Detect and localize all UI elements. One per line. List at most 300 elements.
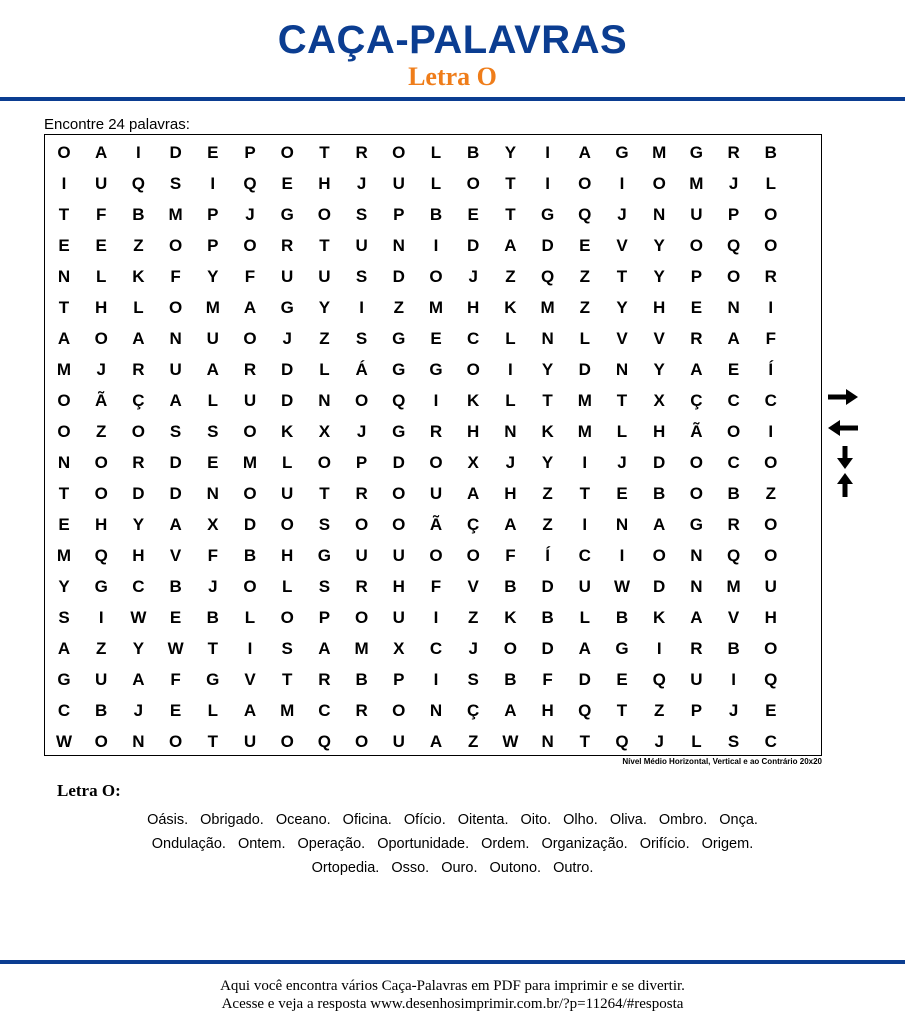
grid-letter: X — [653, 391, 665, 410]
grid-letter: B — [727, 639, 740, 658]
grid-letter: U — [243, 391, 257, 410]
grid-letter: A — [132, 329, 145, 348]
grid-letter: O — [392, 143, 406, 162]
word-item: Organização. — [541, 836, 628, 852]
word-item: Outono. — [489, 860, 542, 876]
grid-letter: I — [582, 453, 588, 472]
level-note: Nível Médio Horizontal, Vertical e ao Contrário 20x20 — [622, 757, 822, 766]
grid-letter: B — [206, 608, 219, 627]
grid-letter: X — [318, 422, 331, 441]
grid-letter: H — [467, 422, 480, 441]
grid-letter: U — [690, 670, 703, 689]
grid-letter: L — [207, 391, 218, 410]
word-item: Onça. — [719, 812, 758, 828]
grid-letter: S — [318, 577, 331, 596]
grid-letter: Y — [541, 453, 554, 472]
grid-letter: E — [616, 484, 628, 503]
grid-letter: G — [317, 546, 331, 565]
word-item: Ontem. — [237, 836, 286, 852]
grid-letter: Y — [318, 298, 331, 317]
grid-letter: A — [243, 701, 257, 720]
grid-letter: Y — [653, 236, 665, 255]
grid-letter: A — [690, 360, 703, 379]
grid-letter: A — [578, 639, 591, 658]
grid-letter: G — [57, 670, 71, 689]
grid-letter: Q — [652, 670, 666, 689]
grid-letter: F — [430, 577, 442, 596]
grid-letter: O — [689, 484, 703, 503]
grid-letter: O — [317, 205, 331, 224]
grid-letter: Ã — [95, 391, 108, 410]
grid-letter: U — [243, 732, 257, 751]
grid-letter: S — [467, 670, 479, 689]
grid-letter: I — [731, 670, 736, 689]
grid-letter: A — [504, 515, 517, 534]
grid-letter: B — [467, 143, 480, 162]
grid-letter: E — [281, 174, 293, 193]
grid-letter: J — [208, 577, 218, 596]
word-item: Oitenta. — [457, 812, 509, 828]
grid-letter: E — [430, 329, 442, 348]
grid-letter: M — [689, 174, 704, 193]
grid-letter: E — [95, 236, 107, 255]
grid-letter: N — [615, 515, 629, 534]
grid-letter: Q — [726, 236, 741, 255]
grid-letter: J — [96, 360, 106, 379]
grid-letter: D — [541, 236, 554, 255]
grid-letter: S — [58, 608, 70, 627]
word-item: Oito. — [520, 812, 552, 828]
grid-letter: I — [433, 670, 439, 689]
grid-letter: L — [430, 174, 442, 193]
grid-letter: B — [615, 608, 629, 627]
grid-letter: C — [57, 701, 71, 720]
grid-letter: N — [429, 701, 443, 720]
grid-letter: Q — [764, 670, 778, 689]
grid-letter: E — [467, 205, 479, 224]
grid-letter: Q — [131, 174, 145, 193]
grid-letter: K — [504, 298, 517, 317]
grid-letter: S — [727, 732, 740, 751]
grid-letter: Í — [768, 360, 774, 379]
grid-letter: Ã — [429, 515, 443, 534]
grid-letter: O — [168, 298, 183, 317]
grid-letter: N — [169, 329, 182, 348]
grid-letter: T — [579, 732, 590, 751]
grid-letter: V — [616, 329, 628, 348]
grid-letter: T — [505, 174, 516, 193]
grid-letter: F — [505, 546, 516, 565]
grid-letter: I — [508, 360, 513, 379]
word-item: Obrigado. — [200, 812, 264, 828]
grid-letter: K — [281, 422, 294, 441]
grid-letter: N — [690, 546, 703, 565]
grid-letter: L — [691, 732, 702, 751]
grid-letter: T — [616, 267, 628, 286]
grid-letter: I — [619, 546, 625, 565]
grid-letter: H — [541, 701, 554, 720]
grid-letter: A — [653, 515, 666, 534]
word-list-line — [40, 832, 865, 856]
word-item: Ombro. — [658, 812, 708, 828]
grid-letter: B — [653, 484, 666, 503]
grid-letter: A — [690, 608, 703, 627]
grid-letter: M — [56, 360, 72, 379]
grid-letter: S — [355, 267, 368, 286]
grid-letter: A — [95, 143, 108, 162]
grid-letter: O — [689, 453, 703, 472]
grid-letter: F — [765, 329, 776, 348]
grid-letter: D — [169, 484, 182, 503]
grid-letter: C — [318, 701, 331, 720]
grid-letter: G — [689, 515, 703, 534]
grid-letter: D — [169, 453, 182, 472]
grid-letter: C — [578, 546, 591, 565]
grid-letter: A — [169, 515, 182, 534]
grid-letter: M — [577, 391, 592, 410]
grid-letter: O — [354, 732, 369, 751]
grid-letter: L — [579, 608, 590, 627]
word-list-heading: Letra O: — [57, 781, 121, 800]
grid-letter: S — [169, 422, 182, 441]
grid-letter: B — [169, 577, 182, 596]
grid-letter: Z — [505, 267, 516, 286]
grid-letter: O — [354, 515, 369, 534]
grid-letter: R — [690, 329, 703, 348]
grid-letter: O — [689, 236, 703, 255]
grid-letter: F — [95, 205, 107, 224]
footer-line-2: Acesse e veja a resposta www.desenhosimprimir.com.br/?p=11264/#resposta — [221, 996, 684, 1012]
grid-letter: N — [541, 329, 554, 348]
grid-letter: Ç — [467, 515, 480, 534]
grid-letter: O — [243, 484, 257, 503]
grid-letter: I — [98, 608, 104, 627]
grid-letter: A — [578, 143, 591, 162]
grid-letter: F — [244, 267, 256, 286]
grid-letter: A — [243, 298, 257, 317]
grid-letter: J — [356, 174, 367, 193]
grid-letter: O — [392, 515, 406, 534]
grid-letter: D — [392, 453, 405, 472]
grid-letter: J — [356, 422, 367, 441]
grid-letter: N — [541, 732, 554, 751]
grid-letter: Y — [207, 267, 219, 286]
grid-letter: U — [95, 670, 108, 689]
grid-letter: O — [280, 515, 294, 534]
grid-letter: B — [504, 577, 517, 596]
grid-letter: N — [318, 391, 331, 410]
grid-letter: U — [95, 174, 108, 193]
grid-letter: E — [765, 701, 777, 720]
grid-letter: O — [94, 732, 108, 751]
grid-letter: P — [393, 670, 405, 689]
grid-letter: F — [170, 267, 181, 286]
grid-letter: M — [168, 205, 183, 224]
page-title: CAÇA-PALAVRAS — [277, 18, 628, 62]
grid-letter: M — [540, 298, 555, 317]
grid-letter: H — [392, 577, 405, 596]
grid-letter: R — [429, 422, 443, 441]
grid-letter: G — [615, 143, 629, 162]
grid-letter: S — [281, 639, 293, 658]
grid-letter: B — [95, 701, 108, 720]
grid-letter: A — [467, 484, 480, 503]
grid-letter: T — [58, 298, 70, 317]
grid-letter: P — [393, 205, 405, 224]
grid-letter: I — [656, 639, 662, 658]
arrow-right-icon — [826, 387, 860, 407]
grid-letter: I — [136, 143, 141, 162]
grid-letter: P — [318, 608, 331, 627]
grid-letter: D — [653, 577, 666, 596]
grid-letter: D — [578, 670, 591, 689]
grid-letter: D — [541, 577, 554, 596]
grid-letter: R — [281, 236, 294, 255]
grid-letter: Z — [319, 329, 330, 348]
grid-letter: Ç — [132, 391, 145, 410]
grid-letter: U — [169, 360, 182, 379]
grid-letter: K — [467, 391, 480, 410]
grid-letter: G — [540, 205, 555, 224]
grid-letter: G — [615, 639, 629, 658]
grid-letter: A — [57, 329, 71, 348]
grid-letter: B — [429, 205, 443, 224]
grid-letter: G — [206, 670, 220, 689]
grid-letter: C — [727, 391, 740, 410]
grid-letter: R — [764, 267, 777, 286]
top-divider — [0, 97, 905, 101]
grid-letter: O — [764, 205, 778, 224]
grid-letter: D — [541, 639, 554, 658]
footer-line-1: Aqui você encontra vários Caça-Palavras em PDF para imprimir e se divertir. — [220, 978, 685, 994]
grid-letter: P — [355, 453, 368, 472]
grid-letter: V — [467, 577, 479, 596]
grid-letter: O — [354, 608, 369, 627]
word-item: Ondulação. — [151, 836, 226, 852]
grid-letter: E — [169, 608, 182, 627]
grid-letter: R — [355, 701, 368, 720]
grid-letter: O — [503, 639, 517, 658]
grid-letter: U — [392, 546, 405, 565]
grid-letter: F — [542, 670, 553, 689]
grid-letter: J — [728, 701, 739, 720]
grid-letter: O — [94, 453, 108, 472]
arrow-up-icon — [826, 472, 860, 498]
grid-letter: V — [727, 608, 740, 627]
grid-letter: Y — [541, 360, 554, 379]
grid-letter: U — [392, 608, 405, 627]
grid-letter: H — [504, 484, 517, 503]
grid-letter: P — [690, 701, 703, 720]
grid-letter: O — [764, 236, 778, 255]
grid-letter: Í — [545, 546, 550, 565]
grid-letter: R — [690, 639, 703, 658]
grid-letter: I — [619, 174, 625, 193]
grid-letter: G — [392, 422, 406, 441]
grid-letter: D — [467, 236, 480, 255]
grid-letter: B — [504, 670, 517, 689]
grid-letter: N — [392, 236, 405, 255]
grid-letter: M — [652, 143, 667, 162]
grid-letter: O — [392, 484, 406, 503]
grid-letter: J — [282, 329, 292, 348]
grid-letter: Y — [504, 143, 517, 162]
grid-letter: N — [57, 267, 71, 286]
grid-letter: B — [132, 205, 145, 224]
grid-letter: W — [613, 577, 631, 596]
grid-letter: O — [354, 391, 369, 410]
grid-letter: Z — [95, 422, 107, 441]
grid-letter: Z — [542, 484, 553, 503]
grid-letter: R — [355, 577, 368, 596]
grid-letter: D — [169, 143, 182, 162]
grid-letter: R — [727, 515, 740, 534]
grid-letter: N — [504, 422, 517, 441]
grid-letter: A — [727, 329, 740, 348]
grid-letter: D — [243, 515, 257, 534]
grid-letter: U — [355, 546, 368, 565]
grid-letter: Z — [542, 515, 553, 534]
grid-letter: Q — [615, 732, 629, 751]
grid-letter: D — [578, 360, 591, 379]
grid-letter: U — [578, 577, 591, 596]
grid-letter: C — [429, 639, 443, 658]
grid-letter: T — [207, 732, 218, 751]
grid-letter: H — [467, 298, 480, 317]
grid-letter: O — [392, 701, 406, 720]
grid-letter: T — [319, 484, 330, 503]
grid-letter: H — [281, 546, 294, 565]
grid-letter: O — [280, 608, 294, 627]
word-item: Outro. — [553, 860, 594, 876]
grid-letter: J — [728, 174, 739, 193]
grid-letter: Z — [467, 608, 479, 627]
grid-letter: O — [94, 484, 108, 503]
word-item: Origem. — [701, 836, 754, 852]
grid-letter: Y — [653, 267, 665, 286]
grid-letter: U — [392, 732, 405, 751]
grid-letter: Z — [95, 639, 107, 658]
grid-letter: E — [616, 670, 628, 689]
grid-letter: Q — [317, 732, 331, 751]
grid-letter: M — [577, 422, 592, 441]
word-search-grid — [44, 134, 822, 756]
word-item: Operação. — [297, 836, 366, 852]
grid-letter: Z — [765, 484, 776, 503]
grid-letter: P — [244, 143, 256, 162]
grid-letter: M — [242, 453, 258, 472]
grid-letter: B — [243, 546, 257, 565]
grid-letter: P — [207, 236, 219, 255]
grid-letter: T — [207, 639, 218, 658]
grid-letter: P — [727, 205, 740, 224]
grid-letter: C — [727, 453, 740, 472]
word-item: Ofício. — [403, 812, 446, 828]
grid-letter: L — [95, 267, 107, 286]
grid-letter: N — [653, 205, 666, 224]
grid-letter: G — [392, 360, 406, 379]
grid-letter: O — [764, 515, 778, 534]
grid-letter: J — [468, 267, 478, 286]
word-item: Orifício. — [639, 836, 690, 852]
grid-letter: N — [132, 732, 145, 751]
grid-letter: Z — [653, 701, 665, 720]
grid-letter: I — [359, 298, 364, 317]
grid-letter: Z — [133, 236, 144, 255]
grid-letter: L — [579, 329, 590, 348]
grid-letter: D — [653, 453, 666, 472]
grid-letter: Y — [132, 639, 145, 658]
grid-letter: A — [169, 391, 182, 410]
grid-letter: O — [726, 422, 741, 441]
word-list — [40, 808, 865, 880]
bottom-divider — [0, 960, 905, 964]
grid-letter: N — [690, 577, 703, 596]
grid-letter: A — [132, 670, 145, 689]
grid-letter: R — [727, 143, 740, 162]
grid-letter: E — [579, 236, 591, 255]
word-item: Oportunidade. — [377, 836, 470, 852]
grid-letter: G — [689, 143, 703, 162]
grid-letter: O — [243, 577, 257, 596]
grid-letter: Q — [578, 701, 592, 720]
grid-letter: J — [245, 205, 255, 224]
grid-letter: T — [505, 205, 516, 224]
grid-letter: G — [280, 205, 294, 224]
page-subtitle: Letra O — [408, 62, 497, 91]
grid-letter: T — [542, 391, 553, 410]
grid-letter: I — [247, 639, 253, 658]
word-item: Oficina. — [342, 812, 392, 828]
grid-letter: O — [764, 453, 778, 472]
grid-letter: I — [768, 422, 774, 441]
grid-letter: I — [61, 174, 67, 193]
word-item: Oceano. — [275, 812, 331, 828]
grid-letter: O — [168, 236, 183, 255]
grid-letter: E — [169, 701, 182, 720]
grid-letter: L — [244, 608, 256, 627]
grid-letter: I — [433, 608, 439, 627]
grid-letter: N — [57, 453, 71, 472]
grid-letter: C — [764, 732, 777, 751]
word-list-line — [40, 808, 865, 832]
grid-letter: A — [206, 360, 219, 379]
grid-letter: J — [617, 453, 627, 472]
grid-letter: R — [132, 360, 145, 379]
grid-letter: D — [132, 484, 145, 503]
grid-letter: L — [505, 329, 516, 348]
grid-letter: E — [58, 236, 70, 255]
grid-letter: N — [615, 360, 629, 379]
grid-letter: Z — [393, 298, 404, 317]
grid-letter: J — [505, 453, 516, 472]
grid-letter: H — [653, 422, 666, 441]
grid-letter: P — [690, 267, 703, 286]
grid-letter: O — [578, 174, 592, 193]
grid-letter: Z — [579, 267, 590, 286]
grid-letter: C — [467, 329, 480, 348]
grid-letter: T — [616, 391, 628, 410]
grid-letter: M — [354, 639, 369, 658]
arrow-left-icon — [826, 418, 860, 438]
grid-letter: J — [133, 701, 144, 720]
grid-letter: O — [280, 732, 294, 751]
grid-letter: O — [764, 546, 778, 565]
grid-letter: Ç — [690, 391, 703, 410]
grid-letter: Q — [578, 205, 592, 224]
grid-letter: S — [355, 329, 368, 348]
grid-letter: U — [764, 577, 777, 596]
